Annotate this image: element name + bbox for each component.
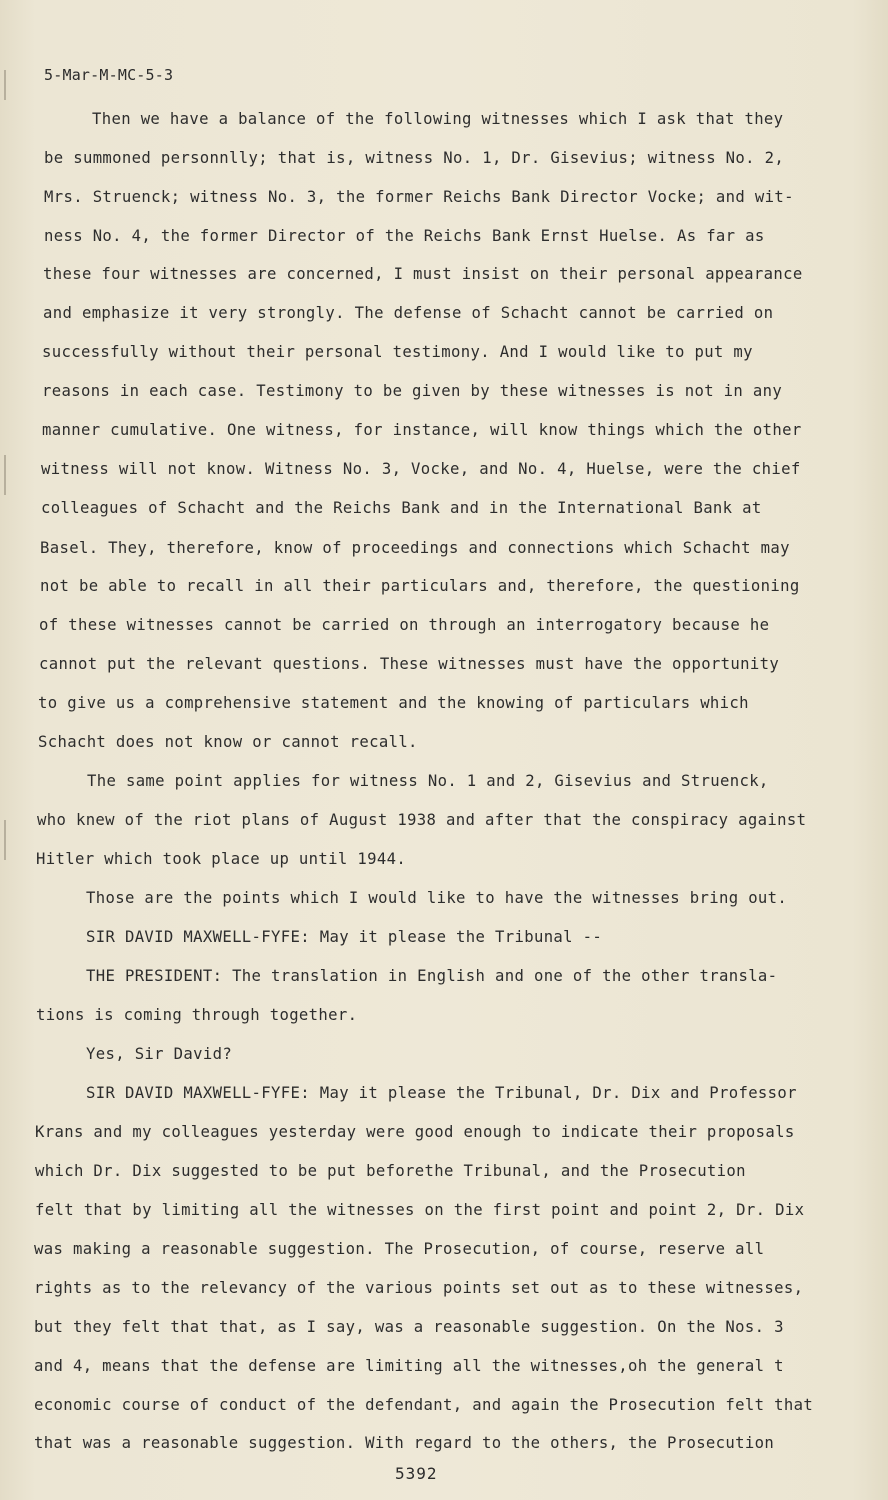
text-line: THE PRESIDENT: The translation in English and one of the other transla- (86, 967, 778, 985)
text-line: Basel. They, therefore, know of proceedings and connections which Schacht may (40, 539, 790, 557)
text-line: that was a reasonable suggestion. With regard to the others, the Prosecution (34, 1434, 775, 1452)
text-line: economic course of conduct of the defendant, and again the Prosecution felt that (34, 1396, 814, 1414)
text-line: Hitler which took place up until 1944. (36, 850, 407, 868)
text-line: successfully without their personal testimony. And I would like to put my (42, 343, 753, 361)
text-line: tions is coming through together. (36, 1006, 358, 1024)
text-line: The same point applies for witness No. 1 and 2, Gisevius and Struenck, (87, 772, 769, 790)
text-line: of these witnesses cannot be carried on through an interrogatory because he (39, 616, 770, 634)
text-line: was making a reasonable suggestion. The Prosecution, of course, reserve all (34, 1240, 765, 1258)
binding-mark (4, 455, 6, 495)
text-line: SIR DAVID MAXWELL-FYFE: May it please the Tribunal, Dr. Dix and Professor (86, 1084, 797, 1102)
text-line: Schacht does not know or cannot recall. (38, 733, 418, 751)
text-line: reasons in each case. Testimony to be given by these witnesses is not in any (42, 382, 783, 400)
document-header: 5-Mar-M-MC-5-3 (44, 66, 174, 84)
text-line: but they felt that that, as I say, was a reasonable suggestion. On the Nos. 3 (34, 1318, 784, 1336)
binding-mark (4, 820, 6, 860)
text-line: manner cumulative. One witness, for instance, will know things which the other (42, 421, 802, 439)
text-line: who knew of the riot plans of August 1938 and after that the conspiracy against (37, 811, 807, 829)
text-line: colleagues of Schacht and the Reichs Bank and in the International Bank at (41, 499, 762, 517)
text-line: these four witnesses are concerned, I must insist on their personal appearance (43, 265, 803, 283)
text-line: witness will not know. Witness No. 3, Vocke, and No. 4, Huelse, were the chief (41, 460, 801, 478)
text-line: SIR DAVID MAXWELL-FYFE: May it please the Tribunal -- (86, 928, 603, 946)
page-number: 5392 (395, 1464, 438, 1483)
text-line: Krans and my colleagues yesterday were good enough to indicate their proposals (35, 1123, 795, 1141)
text-line: ness No. 4, the former Director of the Reichs Bank Ernst Huelse. As far as (44, 227, 765, 245)
text-line: not be able to recall in all their particulars and, therefore, the questioning (40, 577, 800, 595)
text-line: which Dr. Dix suggested to be put beforethe Tribunal, and the Prosecution (35, 1162, 746, 1180)
text-line: Mrs. Struenck; witness No. 3, the former Reichs Bank Director Vocke; and wit- (44, 188, 794, 206)
text-line: cannot put the relevant questions. These witnesses must have the opportunity (39, 655, 780, 673)
binding-mark (4, 70, 6, 100)
text-line: Those are the points which I would like to have the witnesses bring out. (86, 889, 788, 907)
text-line: be summoned personnlly; that is, witness No. 1, Dr. Gisevius; witness No. 2, (44, 149, 785, 167)
text-line: Yes, Sir David? (86, 1045, 233, 1063)
text-line: and emphasize it very strongly. The defense of Schacht cannot be carried on (43, 304, 774, 322)
text-line: Then we have a balance of the following witnesses which I ask that they (92, 110, 784, 128)
text-line: and 4, means that the defense are limiting all the witnesses,oh the general t (34, 1357, 784, 1375)
text-line: to give us a comprehensive statement and the knowing of particulars which (38, 694, 749, 712)
text-line: felt that by limiting all the witnesses on the first point and point 2, Dr. Dix (35, 1201, 805, 1219)
text-line: rights as to the relevancy of the various points set out as to these witnesses, (34, 1279, 804, 1297)
